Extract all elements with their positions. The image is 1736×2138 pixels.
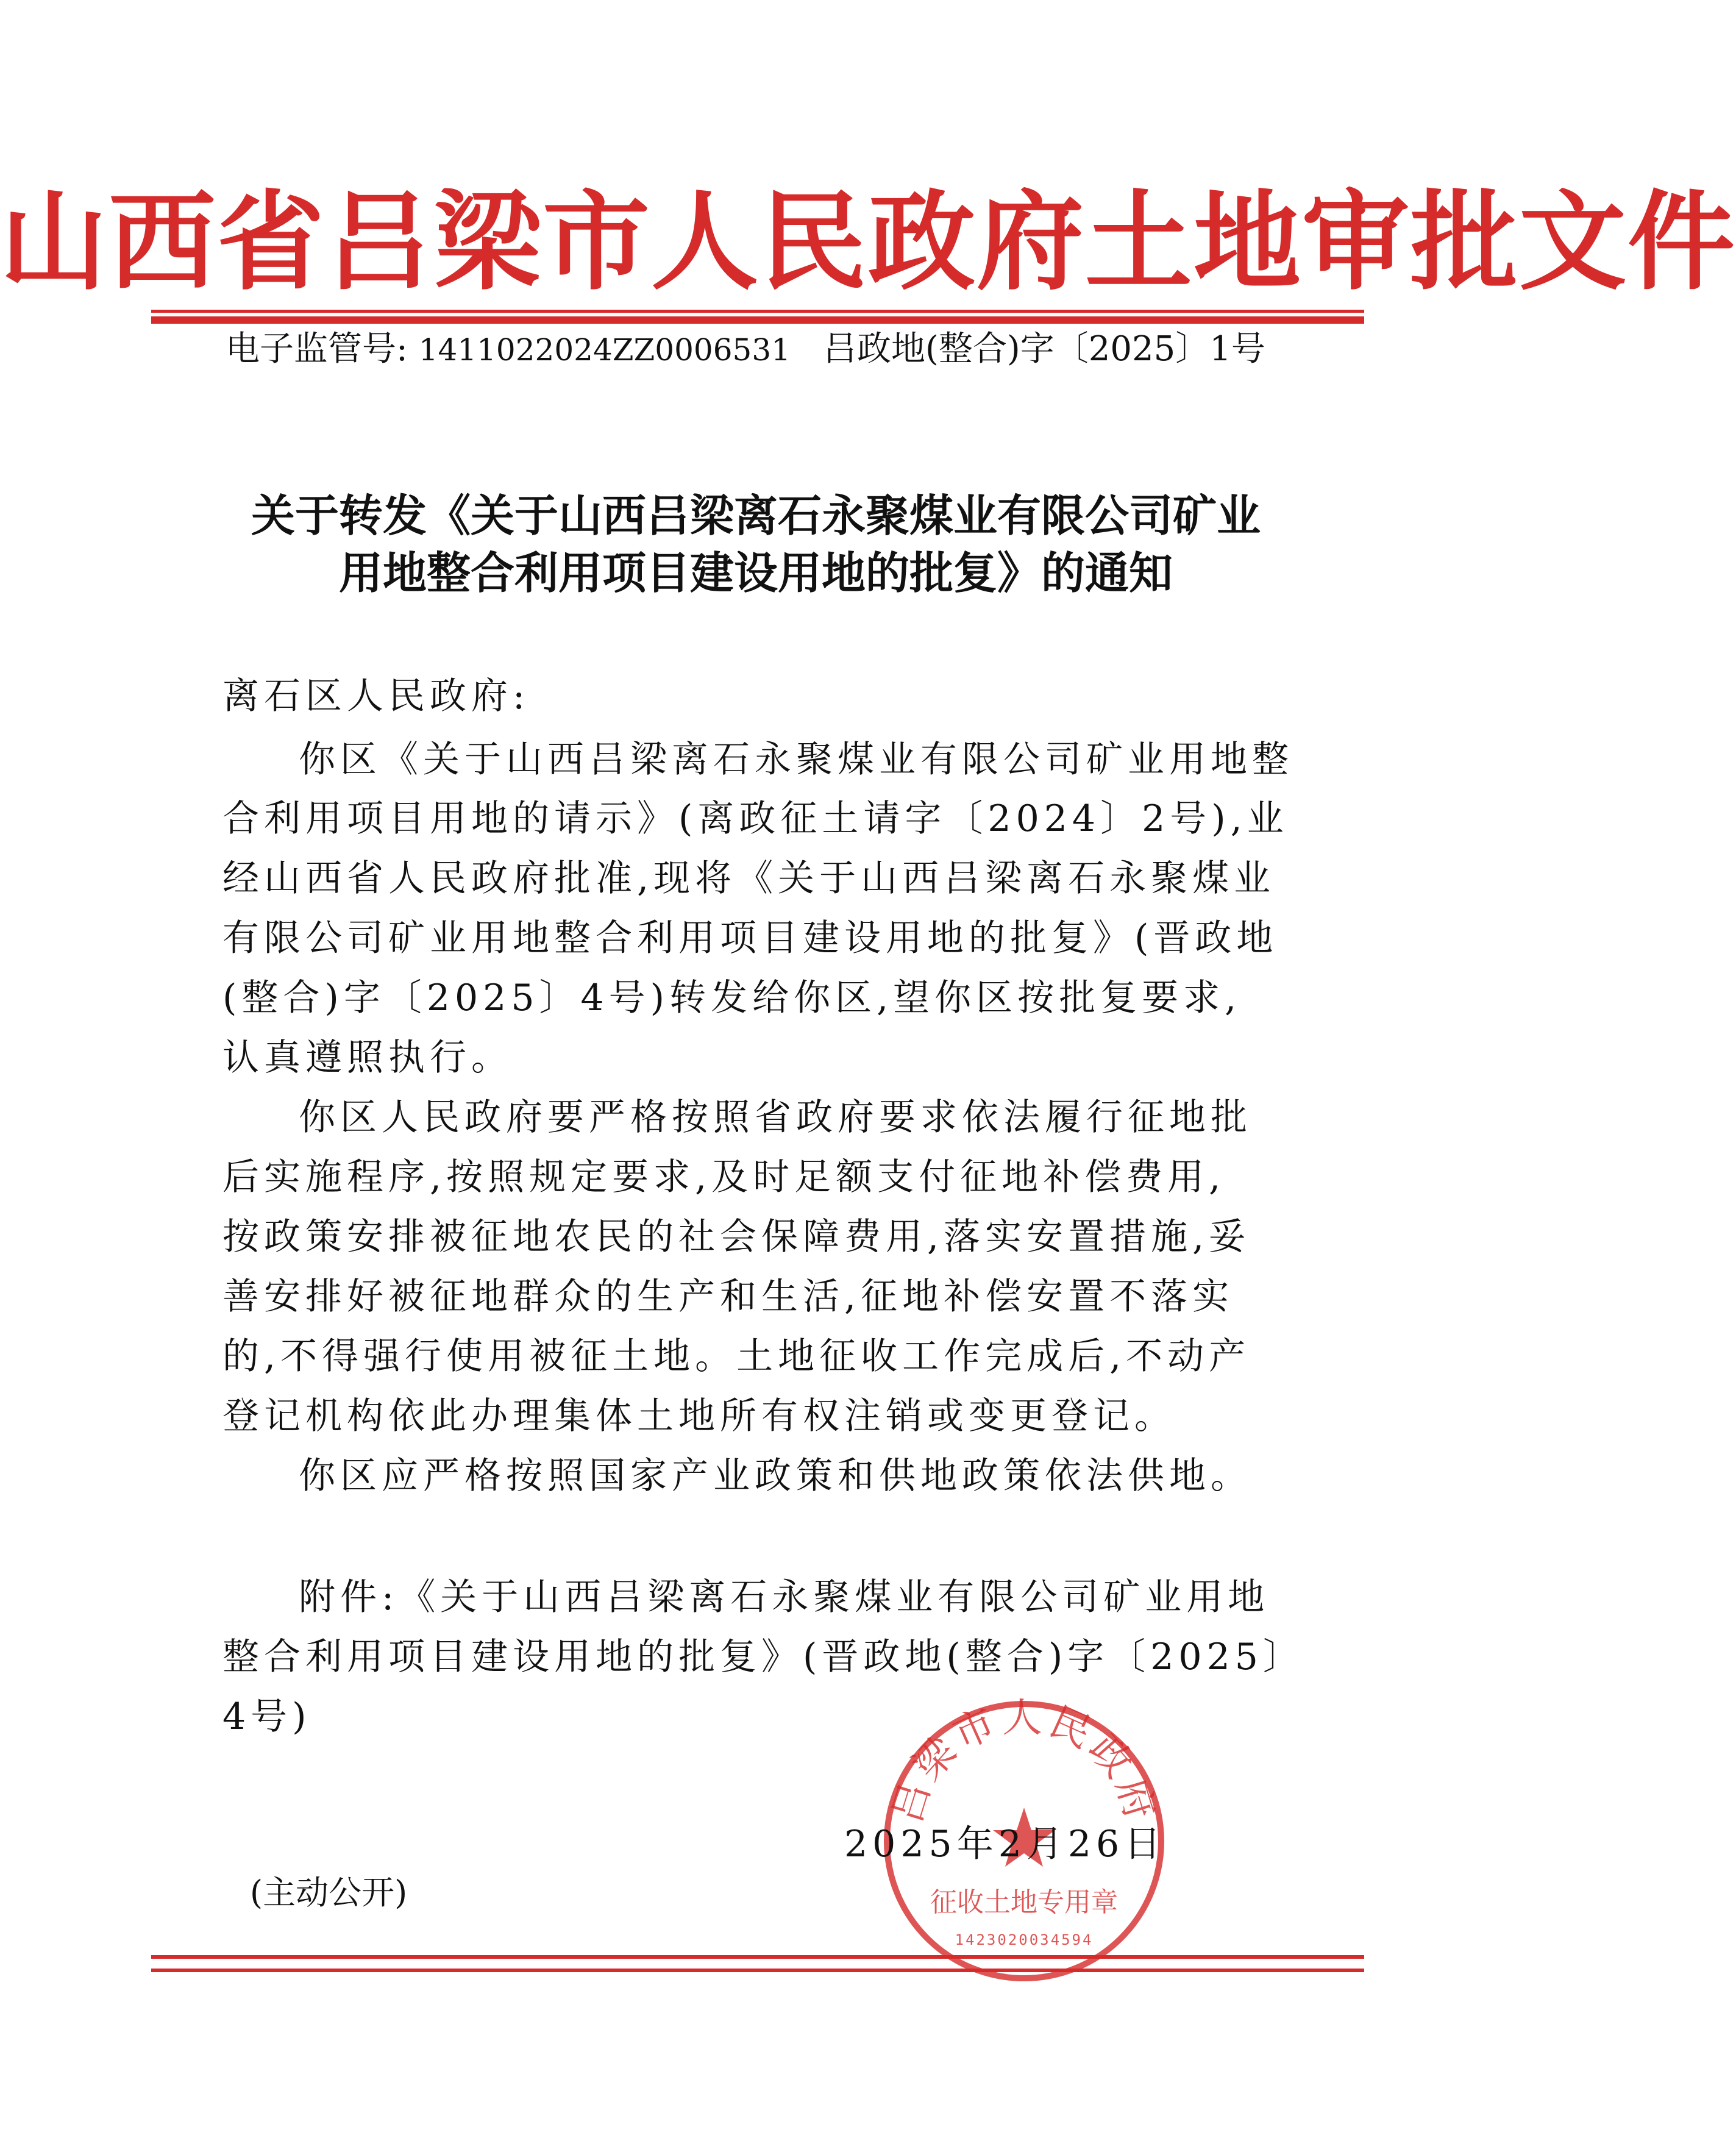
footer-red-rule-bottom	[151, 1969, 1364, 1972]
seal-purpose-text: 征收土地专用章	[930, 1887, 1118, 1918]
supervision-value: 1411022024ZZ0006531	[418, 332, 791, 368]
notice-title-line: 关于转发《关于山西吕梁离石永聚煤业有限公司矿业	[251, 490, 1261, 541]
body-line: 后实施程序,按照规定要求,及时足额支付征地补偿费用,	[222, 1156, 1226, 1199]
supervision-number	[226, 329, 791, 369]
document-header-title: 山西省吕梁市人民政府土地审批文件	[0, 180, 1736, 305]
document-number: 吕政地(整合)字〔2025〕1号	[823, 329, 1265, 369]
header-red-rule-thick	[151, 316, 1364, 324]
seal-code-text: 1423020034594	[955, 1931, 1094, 1948]
body-line: 你区人民政府要严格按照省政府要求依法履行征地批	[299, 1096, 1252, 1139]
body-line: 登记机构依此办理集体土地所有权注销或变更登记。	[222, 1395, 1176, 1438]
disclosure-note: (主动公开)	[250, 1873, 408, 1912]
recipient: 离石区人民政府:	[222, 675, 530, 718]
attachment-line: 4号)	[222, 1695, 311, 1738]
body-line: 合利用项目用地的请示》(离政征土请字〔2024〕2号),业	[222, 797, 1289, 840]
body-line: 经山西省人民政府批准,现将《关于山西吕梁离石永聚煤业	[222, 857, 1276, 900]
seal-org-text: 吕梁市人民政府	[883, 1695, 1165, 1829]
body-line: 有限公司矿业用地整合利用项目建设用地的批复》(晋政地	[222, 917, 1278, 960]
body-line: 你区应严格按照国家产业政策和供地政策依法供地。	[299, 1455, 1252, 1497]
body-line: 的,不得强行使用被征土地。土地征收工作完成后,不动产	[222, 1335, 1251, 1378]
body-line: 认真遵照执行。	[222, 1036, 513, 1079]
body-line: 按政策安排被征地农民的社会保障费用,落实安置措施,妥	[222, 1216, 1251, 1258]
supervision-label: 电子监管号:	[226, 329, 408, 369]
notice-title	[207, 488, 1304, 602]
header-red-rule-thin	[151, 310, 1364, 313]
attachment-line: 整合利用项目建设用地的批复》(晋政地(整合)字〔2025〕	[222, 1636, 1304, 1678]
notice-title-line: 用地整合利用项目建设用地的批复》的通知	[338, 547, 1173, 599]
issue-date: 2025年2月26日	[844, 1823, 1166, 1865]
body-line: (整合)字〔2025〕4号)转发给你区,望你区按批复要求,	[222, 977, 1242, 1019]
body-line: 善安排好被征地群众的生产和生活,征地补偿安置不落实	[222, 1275, 1234, 1318]
attachment-line: 附件:《关于山西吕梁离石永聚煤业有限公司矿业用地	[299, 1576, 1270, 1619]
body-line: 你区《关于山西吕梁离石永聚煤业有限公司矿业用地整	[299, 738, 1293, 781]
footer-red-rule-top	[151, 1955, 1364, 1959]
